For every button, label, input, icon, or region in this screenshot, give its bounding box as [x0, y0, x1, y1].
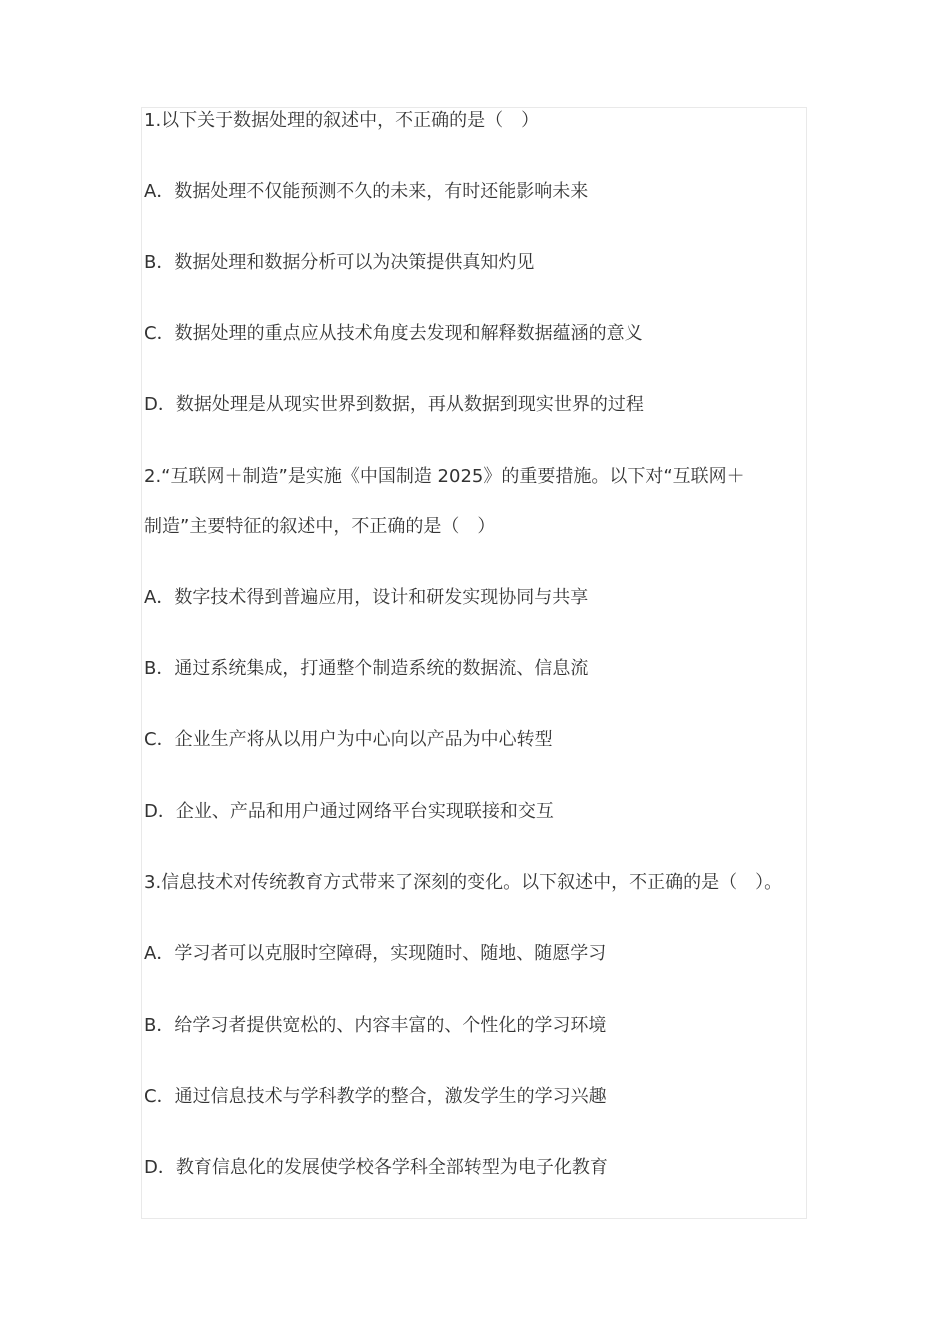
question-3-option-b: B．给学习者提供宽松的、内容丰富的、个性化的学习环境: [144, 1015, 607, 1036]
question-2-option-b: B．通过系统集成，打通整个制造系统的数据流、信息流: [144, 658, 589, 679]
question-1-stem: 1.以下关于数据处理的叙述中，不正确的是（ ）: [144, 110, 540, 131]
question-2-stem-line-2: 制造”主要特征的叙述中，不正确的是（ ）: [144, 516, 496, 537]
question-2-option-c: C．企业生产将从以用户为中心向以产品为中心转型: [144, 729, 553, 750]
question-1-option-b: B．数据处理和数据分析可以为决策提供真知灼见: [144, 252, 535, 273]
question-3-option-c: C．通过信息技术与学科教学的整合，激发学生的学习兴趣: [144, 1086, 607, 1107]
question-3-option-d: D．教育信息化的发展使学校各学科全部转型为电子化教育: [144, 1157, 608, 1178]
question-1-option-d: D．数据处理是从现实世界到数据，再从数据到现实世界的过程: [144, 394, 644, 415]
question-3-option-a: A．学习者可以克服时空障碍，实现随时、随地、随愿学习: [144, 943, 607, 964]
question-2-option-a: A．数字技术得到普遍应用，设计和研发实现协同与共享: [144, 587, 589, 608]
question-2-option-d: D．企业、产品和用户通过网络平台实现联接和交互: [144, 801, 554, 822]
question-3-stem: 3.信息技术对传统教育方式带来了深刻的变化。以下叙述中，不正确的是（ ）。: [144, 872, 783, 893]
question-1-option-c: C．数据处理的重点应从技术角度去发现和解释数据蕴涵的意义: [144, 323, 643, 344]
question-1-option-a: A．数据处理不仅能预测不久的未来，有时还能影响未来: [144, 181, 589, 202]
question-2-stem-line-1: 2.“互联网＋制造”是实施《中国制造 2025》的重要措施。以下对“互联网＋: [144, 466, 745, 487]
